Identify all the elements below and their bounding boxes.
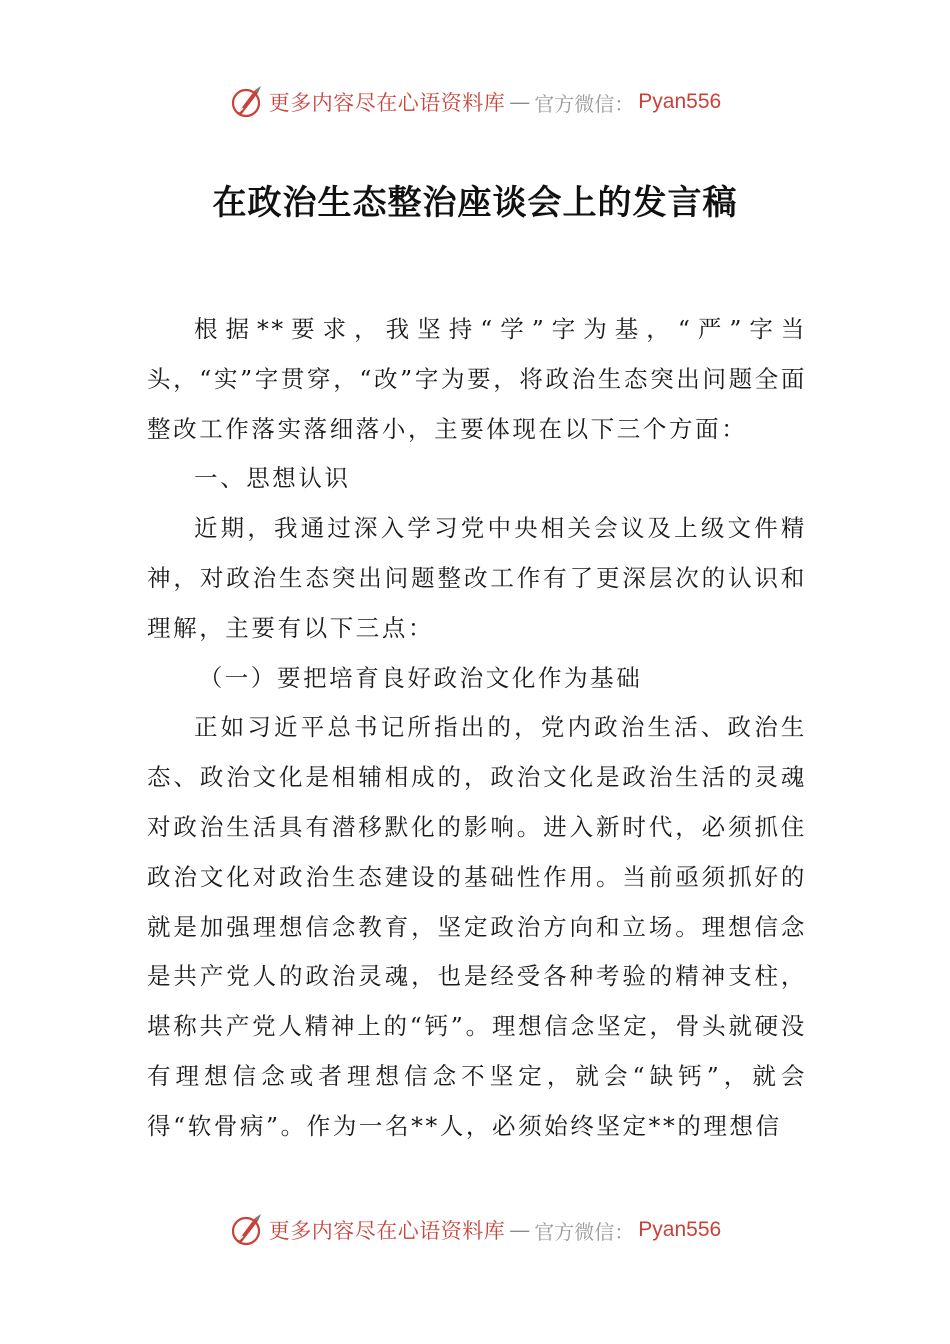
banner-separator: — xyxy=(509,90,531,114)
paragraph-subsection-1: 正如习近平总书记所指出的，党内政治生活、政治生态、政治文化是相辅相成的，政治文化是政治生活的灵魂对政治生活具有潜移默化的影响。进入新时代，必须抓住政治文化对政治生态建设的基础性作用。当前亟须抓好的就是加强理想信念教育，坚定政治方向和立场。理想信念是共产党人的政治灵魂，也是经受各种考验的精神支柱，堪称共产党人精神上的“钙”。理想信念坚定，骨头就硬没有理想信念或者理想信念不坚定，就会“缺钙”，就会得“软骨病”。作为一名**人，必须始终坚定**的理想信 xyxy=(147,713,807,1140)
header-watermark-banner xyxy=(0,80,950,124)
quill-pen-logo-icon xyxy=(229,1212,265,1248)
document-title: 在政治生态整治座谈会上的发言稿 xyxy=(212,183,738,223)
banner-contact-id: Pyan556 xyxy=(638,1218,722,1241)
document-body xyxy=(147,305,807,1152)
paragraph-intro: 根据**要求，我坚持“学”字为基，“严”字当头，“实”字贯穿，“改”字为要，将政治生态突出问题全面整改工作落实落细落小，主要体现在以下三个方面： xyxy=(147,315,807,443)
banner-separator: — xyxy=(509,1218,531,1242)
banner-contact-label: 官方微信： xyxy=(534,1219,635,1244)
subsection-heading-1: （一）要把培育良好政治文化作为基础 xyxy=(198,663,643,692)
paragraph-section-1: 近期，我通过深入学习党中央相关会议及上级文件精神，对政治生态突出问题整改工作有了更深层次的认识和理解，主要有以下三点： xyxy=(147,514,807,642)
banner-slogan: 更多内容尽在心语资料库 xyxy=(268,91,506,115)
banner-contact-id: Pyan556 xyxy=(638,90,722,113)
footer-watermark-banner xyxy=(0,1208,950,1252)
quill-pen-logo-icon xyxy=(229,84,265,120)
banner-slogan: 更多内容尽在心语资料库 xyxy=(268,1219,506,1243)
section-heading-1: 一、思想认识 xyxy=(194,464,351,493)
banner-contact-label: 官方微信： xyxy=(534,91,635,116)
